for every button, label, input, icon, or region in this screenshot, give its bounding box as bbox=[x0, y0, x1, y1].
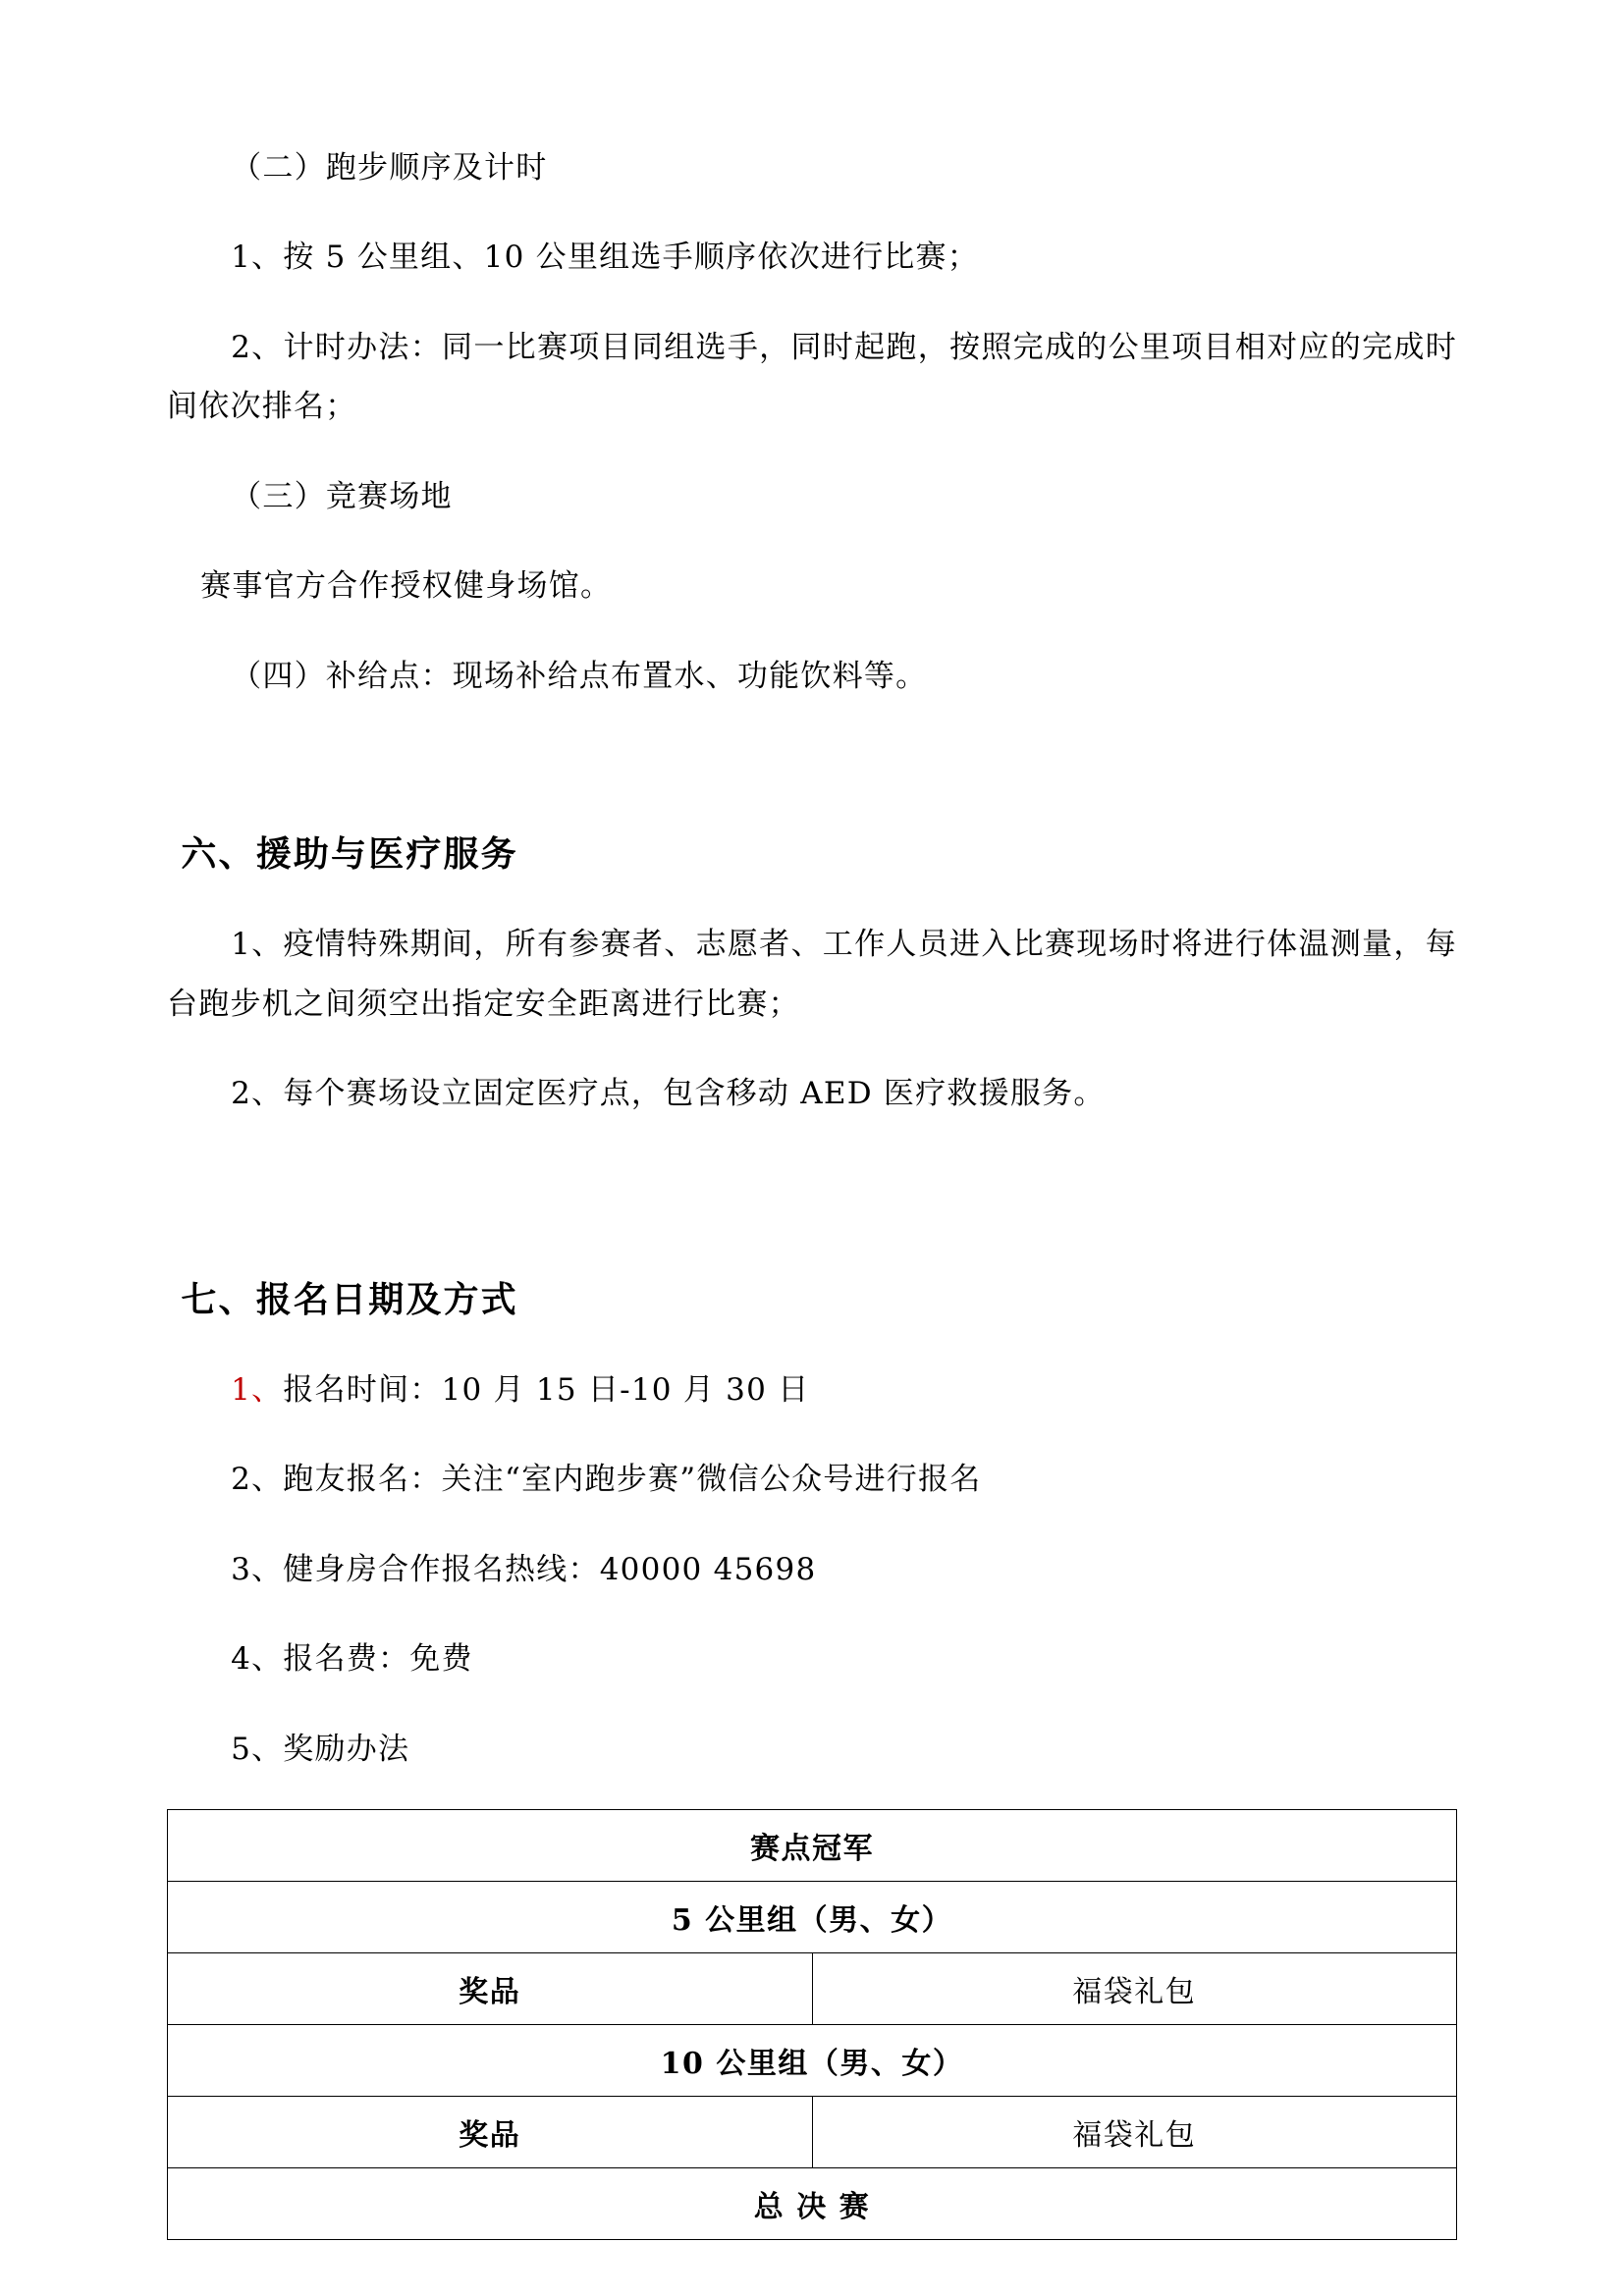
section-six-item-2: 2、每个赛场设立固定医疗点，包含移动 AED 医疗救援服务。 bbox=[231, 1076, 1106, 1112]
paragraph-order-item-1: 1、按 5 公里组、10 公里组选手顺序依次进行比赛； bbox=[231, 240, 980, 276]
award-group-10km: 10 公里组（男、女） bbox=[168, 2024, 1457, 2096]
section-seven-item-4: 4、报名费：免费 bbox=[231, 1641, 473, 1678]
section-seven-heading: 七、报名日期及方式 bbox=[181, 1278, 518, 1320]
spacer-before-section-seven bbox=[167, 1154, 1457, 1215]
table-row bbox=[168, 1881, 1457, 1952]
section-seven-item-3: 3、健身房合作报名热线：40000 45698 bbox=[231, 1551, 817, 1587]
award-table bbox=[167, 1809, 1457, 2240]
award-label-5km: 奖品 bbox=[168, 1952, 813, 2024]
document-body bbox=[167, 138, 1457, 1779]
item-1-text: 报名时间：10 月 15 日-10 月 30 日 bbox=[283, 1371, 810, 1408]
award-label-10km: 奖品 bbox=[168, 2096, 813, 2167]
award-table-title: 赛点冠军 bbox=[168, 1809, 1457, 1881]
table-row bbox=[168, 2024, 1457, 2096]
item-1-number: 1、 bbox=[231, 1371, 284, 1408]
table-row bbox=[168, 2096, 1457, 2167]
award-value-5km: 福袋礼包 bbox=[812, 1952, 1457, 2024]
section-six-heading: 六、援助与医疗服务 bbox=[181, 833, 518, 876]
table-row-title bbox=[168, 1809, 1457, 1881]
spacer-before-section-six bbox=[167, 736, 1457, 770]
section-seven-item-1 bbox=[167, 1361, 1457, 1419]
paragraph-order-item-2: 2、计时办法：同一比赛项目同组选手，同时起跑，按照完成的公里项目相对应的完成时间依次排名； bbox=[167, 329, 1457, 425]
paragraph-supply-point: （四）补给点：现场补给点布置水、功能饮料等。 bbox=[231, 658, 928, 694]
section-seven-item-5: 5、奖励办法 bbox=[231, 1731, 410, 1767]
table-row-final bbox=[168, 2167, 1457, 2239]
award-group-5km: 5 公里组（男、女） bbox=[168, 1881, 1457, 1952]
award-final-title: 总 决 赛 bbox=[168, 2167, 1457, 2239]
paragraph-venue-text: 赛事官方合作授权健身场馆。 bbox=[200, 568, 613, 605]
section-six-item-1: 1、疫情特殊期间，所有参赛者、志愿者、工作人员进入比赛现场时将进行体温测量，每台跑步机之间须空出指定安全距离进行比赛； bbox=[167, 927, 1457, 1022]
section-seven-item-2: 2、跑友报名：关注“室内跑步赛”微信公众号进行报名 bbox=[231, 1462, 982, 1498]
paragraph-running-order-heading: （二）跑步顺序及计时 bbox=[231, 150, 548, 186]
paragraph-venue-heading: （三）竞赛场地 bbox=[231, 478, 453, 514]
table-row bbox=[168, 1952, 1457, 2024]
award-value-10km: 福袋礼包 bbox=[812, 2096, 1457, 2167]
